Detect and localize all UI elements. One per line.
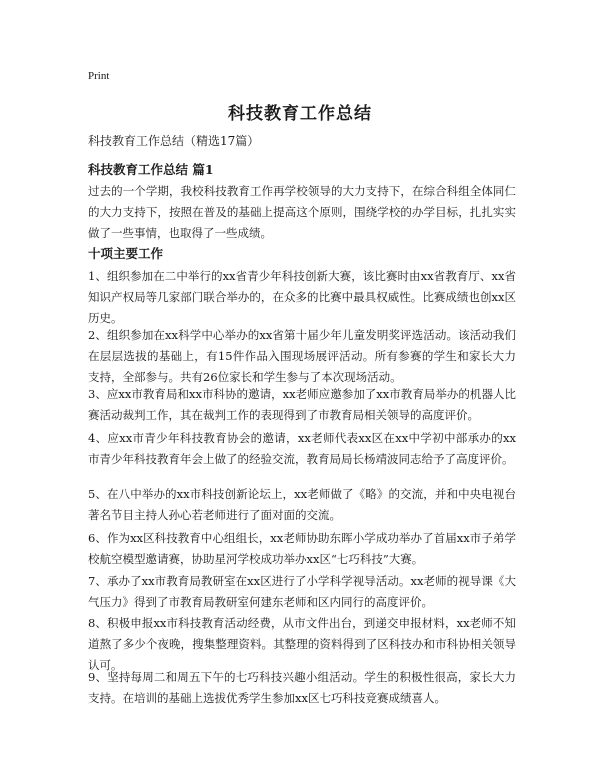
list-item-5: 5、在八中举办的xx市科技创新论坛上，xx老师做了《略》的交流，并和中央电视台著名节目主持人孙心若老师进行了面对面的交流。	[88, 487, 516, 522]
list-item-2: 2、组织参加在xx科学中心举办的xx省第十届少年儿童发明奖评选活动。该活动我们在层层选拔的基础上，有15件作品入围现场展评活动。所有参赛的学生和家长大力支持，全部参与。共有26位家长和学生参与了本次现场活动。	[88, 328, 516, 384]
intro-paragraph: 过去的一个学期，我校科技教育工作再学校领导的大力支持下，在综合科组全体同仁的大力支持下，按照在普及的基础上提高这个原则，围绕学校的办学目标，扎扎实实做了一些事情，也取得了一些成绩。	[88, 184, 516, 240]
list-item-6: 6、作为xx区科技教育中心组组长，xx老师协助东晖小学成功举办了首届xx市子弟学校航空模型邀请赛，协助星河学校成功举办xx区“七巧科技”大赛。	[88, 531, 516, 566]
document-title: 科技教育工作总结	[228, 104, 372, 124]
list-item-4: 4、应xx市青少年科技教育协会的邀请，xx老师代表xx区在xx中学初中部承办的xx市青少年科技教育年会上做了的经验交流，教育局局长杨靖波同志给予了高度评价。	[88, 431, 516, 466]
list-item-7: 7、承办了xx市教育局教研室在xx区进行了小学科学视导活动。xx老师的视导课《大气压力》得到了市教育局教研室何建东老师和区内同行的高度评价。	[88, 574, 516, 609]
section-heading-main-work: 十项主要工作	[88, 246, 164, 261]
list-item-3: 3、应xx市教育局和xx市科协的邀请，xx老师应邀参加了xx市教育局举办的机器人比赛活动裁判工作，其在裁判工作的表现得到了市教育局相关领导的高度评价。	[88, 387, 516, 422]
list-item-1: 1、组织参加在二中举行的xx省青少年科技创新大赛，该比赛时由xx省教育厅、xx省知识产权局等几家部门联合举办的，在众多的比赛中最具权威性。比赛成绩也创xx区历史。	[88, 269, 516, 325]
print-label: Print	[88, 70, 110, 82]
list-item-9: 9、坚持每周二和周五下午的七巧科技兴趣小组活动。学生的积极性很高，家长大力支持。在培训的基础上选拔优秀学生参加xx区七巧科技竞赛成绩喜人。	[88, 670, 516, 705]
list-item-8: 8、积极申报xx市科技教育活动经费，从市文件出台，到递交申报材料，xx老师不知道熬了多少个夜晚，搜集整理资料。其整理的资料得到了区科技办和市科协相关领导认可。	[88, 616, 516, 672]
section-heading-article-1: 科技教育工作总结 篇1	[88, 162, 214, 177]
document-subtitle: 科技教育工作总结（精选17篇）	[88, 134, 260, 148]
